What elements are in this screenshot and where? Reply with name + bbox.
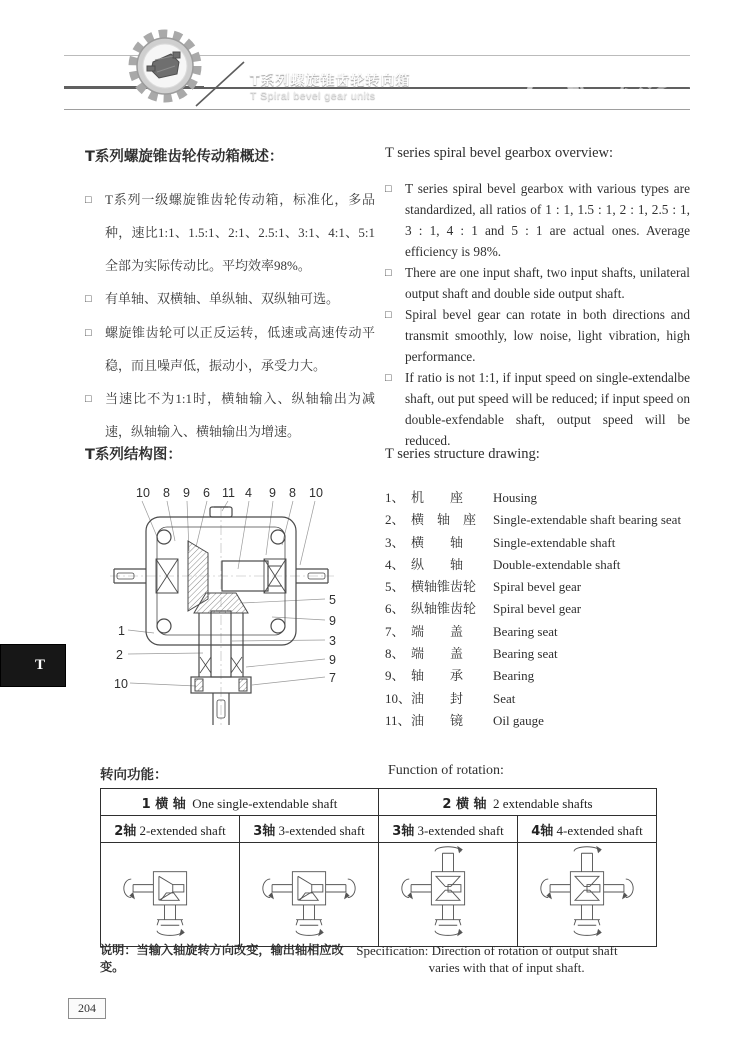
callout-number: 7 xyxy=(329,671,336,685)
part-name-en: Double-extendable shaft xyxy=(493,556,621,572)
variant-desc: 4-extended shaft xyxy=(556,822,643,838)
list-item xyxy=(385,688,690,710)
group1-desc: One single-extendable shaft xyxy=(192,795,338,811)
list-item xyxy=(385,710,690,732)
part-number: 2、 xyxy=(385,512,405,528)
list-item xyxy=(385,262,690,304)
list-item xyxy=(385,304,690,367)
rotation-variant-header xyxy=(101,816,240,843)
square-bullet-icon: □ xyxy=(385,309,392,321)
rotation-table xyxy=(100,788,657,947)
square-bullet-icon: □ xyxy=(385,183,392,195)
part-name-en: Housing xyxy=(493,490,538,505)
part-number: 4、 xyxy=(385,556,405,572)
header-title-en: T Spiral bevel gear units xyxy=(250,90,376,102)
part-number: 5、 xyxy=(385,579,405,595)
callout-number: 9 xyxy=(269,486,276,500)
page-number-value: 204 xyxy=(78,1001,96,1015)
list-item xyxy=(85,183,375,282)
part-name-zh: 横轴锥齿轮 xyxy=(411,579,477,595)
list-item xyxy=(385,621,690,643)
overview-bullet-en: T series spiral bevel gearbox with various types are standardized, all ratios of 1 : 1, 1.5 : 1, 2 : 1, 2.5 : 1, 3 : 1, 4 : 1 and 5 : 1 are actual ones. Average efficiency is 98%. xyxy=(405,181,690,259)
overview-bullet-en: There are one input shaft, two input shafts, unilateral output shaft and double side output shaft. xyxy=(405,265,690,301)
part-name-en: Bearing seat xyxy=(493,646,558,662)
list-item xyxy=(385,643,690,665)
part-name-en: Oil gauge xyxy=(493,712,544,728)
rotation-notes xyxy=(100,942,657,976)
note-en xyxy=(356,942,657,976)
callout-number: 1 xyxy=(118,624,125,638)
callout-number: 8 xyxy=(289,486,296,500)
callout-number: 9 xyxy=(329,614,336,628)
gearbox-logo-icon xyxy=(127,28,203,104)
part-name-en: Spiral bevel gear xyxy=(493,601,582,617)
overview-bullet-en: Spiral bevel gear can rotate in both directions and transmit smoothly, low noise, light vibration, high performance. xyxy=(405,307,690,364)
callout-number: 10 xyxy=(309,486,323,500)
part-name-zh: 油 封 xyxy=(411,690,464,706)
variant-label: 4轴 xyxy=(531,823,554,839)
part-name-zh: 端 盖 xyxy=(411,623,464,639)
callout-number: 4 xyxy=(245,486,252,500)
note-en-line1: Specification: Direction of rotation of output shaft xyxy=(356,943,618,958)
part-name-zh: 端 盖 xyxy=(411,646,464,662)
header-banner xyxy=(64,55,690,110)
structure-heading-en: T series structure drawing: xyxy=(385,446,540,462)
overview-heading-zh: T系列螺旋锥齿轮传动箱概述： xyxy=(85,149,284,165)
part-name-en: Bearing seat xyxy=(493,623,558,639)
variant-desc: 3-extended shaft xyxy=(417,822,504,838)
gearbox-cross-section-drawing xyxy=(96,481,348,727)
variant-desc: 3-extended shaft xyxy=(278,822,365,838)
rotation-group1-header xyxy=(101,789,379,816)
overview-bullet-zh: 螺旋锥齿轮可以正反运转，低速或高速传动平稳，而且噪声低，振动小，承受力大。 xyxy=(105,325,375,373)
note-en-line2: varies with that of input shaft. xyxy=(428,960,585,975)
variant-label: 2轴 xyxy=(114,823,137,839)
callout-number: 9 xyxy=(183,486,190,500)
part-number: 3、 xyxy=(385,534,405,550)
rotation-variant-header xyxy=(518,816,657,843)
list-item xyxy=(385,509,690,531)
variant-label: 3轴 xyxy=(392,823,415,839)
variant-label: 3轴 xyxy=(253,823,276,839)
group1-label: 1 横 轴 xyxy=(141,796,186,812)
gear-decoration-icon xyxy=(430,56,690,109)
part-number: 7、 xyxy=(385,623,405,639)
section-tab-letter: T xyxy=(34,657,45,673)
gearbox-schematic-2-shaft-icon xyxy=(105,844,235,940)
list-item xyxy=(385,178,690,262)
list-item xyxy=(385,532,690,554)
callout-number: 5 xyxy=(329,593,336,607)
list-item xyxy=(85,282,375,316)
part-name-zh: 纵 轴 xyxy=(411,556,464,572)
square-bullet-icon: □ xyxy=(85,327,92,339)
callout-number: 9 xyxy=(329,653,336,667)
callout-number: 8 xyxy=(163,486,170,500)
part-number: 9、 xyxy=(385,668,405,684)
part-name-en: Bearing xyxy=(493,668,535,684)
gearbox-schematic-4-shaft-icon xyxy=(522,844,652,940)
variant-desc: 2-extended shaft xyxy=(139,822,226,838)
rotation-diagram-cell xyxy=(240,843,379,947)
rotation-diagram-cell xyxy=(379,843,518,947)
rotation-heading-en: Function of rotation: xyxy=(388,763,504,778)
gearbox-schematic-3-shaft-icon xyxy=(244,844,374,940)
group2-label: 2 横 轴 xyxy=(442,796,487,812)
square-bullet-icon: □ xyxy=(85,293,92,305)
section-tab xyxy=(0,644,66,687)
header-title-zh: T系列螺旋锥齿轮转向箱 xyxy=(250,73,411,89)
rotation-heading-zh: 转向功能： xyxy=(100,767,168,783)
list-item xyxy=(385,665,690,687)
gearbox-schematic-3-shaft-vertical-icon xyxy=(383,844,513,940)
list-item xyxy=(385,554,690,576)
list-item xyxy=(85,316,375,382)
square-bullet-icon: □ xyxy=(385,372,392,384)
callout-number: 10 xyxy=(136,486,150,500)
page-number xyxy=(68,998,106,1019)
rotation-diagram-cell xyxy=(518,843,657,947)
part-name-zh: 横 轴 xyxy=(411,534,464,550)
part-number: 8、 xyxy=(385,646,405,662)
rotation-variant-header xyxy=(379,816,518,843)
callout-number: 11 xyxy=(222,486,235,500)
part-name-en: Spiral bevel gear xyxy=(493,579,582,595)
list-item xyxy=(385,487,690,509)
part-name-zh: 油 镜 xyxy=(411,712,464,728)
callout-number: 3 xyxy=(329,634,336,648)
list-item xyxy=(385,576,690,598)
overview-zh-column xyxy=(85,145,375,448)
rotation-group2-header xyxy=(379,789,657,816)
rotation-variant-header xyxy=(240,816,379,843)
overview-bullet-zh: T系列一级螺旋锥齿轮传动箱，标准化，多品种，速比1:1、1.5:1、2:1、2.5:1、3:1、4:1、5:1全部为实际传动比。平均效率98%。 xyxy=(105,192,375,273)
list-item xyxy=(385,598,690,620)
parts-list xyxy=(385,487,690,732)
part-number: 11、 xyxy=(385,712,411,728)
part-number: 1、 xyxy=(385,490,405,505)
square-bullet-icon: □ xyxy=(85,194,92,206)
overview-heading-en: T series spiral bevel gearbox overview: xyxy=(385,145,614,161)
overview-bullet-zh: 当速比不为1:1时，横轴输入、纵轴输出为减速，纵轴输入、横轴输出为增速。 xyxy=(105,391,375,439)
group2-desc: 2 extendable shafts xyxy=(492,795,593,811)
callout-number: 2 xyxy=(116,648,123,662)
callout-number: 6 xyxy=(203,486,210,500)
part-number: 6、 xyxy=(385,601,405,617)
callout-number: 10 xyxy=(114,677,128,691)
overview-bullet-zh: 有单轴、双横轴、单纵轴、双纵轴可选。 xyxy=(105,291,340,306)
square-bullet-icon: □ xyxy=(385,267,392,279)
list-item xyxy=(385,367,690,451)
list-item xyxy=(85,382,375,448)
overview-en-column xyxy=(385,145,690,451)
overview-bullet-en: If ratio is not 1:1, if input speed on single-extendalbe shaft, out put speed will be reduced; if input speed on double-exfendable shaft, output speed will be reduced. xyxy=(405,370,690,448)
part-name-zh: 横 轴 座 xyxy=(411,512,477,528)
part-name-en: Single-extendable shaft bearing seat xyxy=(493,512,682,528)
square-bullet-icon: □ xyxy=(85,393,92,405)
part-number: 10、 xyxy=(385,690,412,706)
part-name-en: Single-extendable shaft xyxy=(493,534,616,550)
structure-heading-zh: T系列结构图： xyxy=(85,447,182,463)
part-name-zh: 轴 承 xyxy=(411,668,464,684)
part-name-en: Seat xyxy=(493,690,516,706)
note-zh: 说明：当输入轴旋转方向改变，输出轴相应改变。 xyxy=(100,943,344,974)
part-name-zh: 机 座 xyxy=(411,490,464,505)
rotation-diagram-cell xyxy=(101,843,240,947)
part-name-zh: 纵轴锥齿轮 xyxy=(411,601,477,617)
